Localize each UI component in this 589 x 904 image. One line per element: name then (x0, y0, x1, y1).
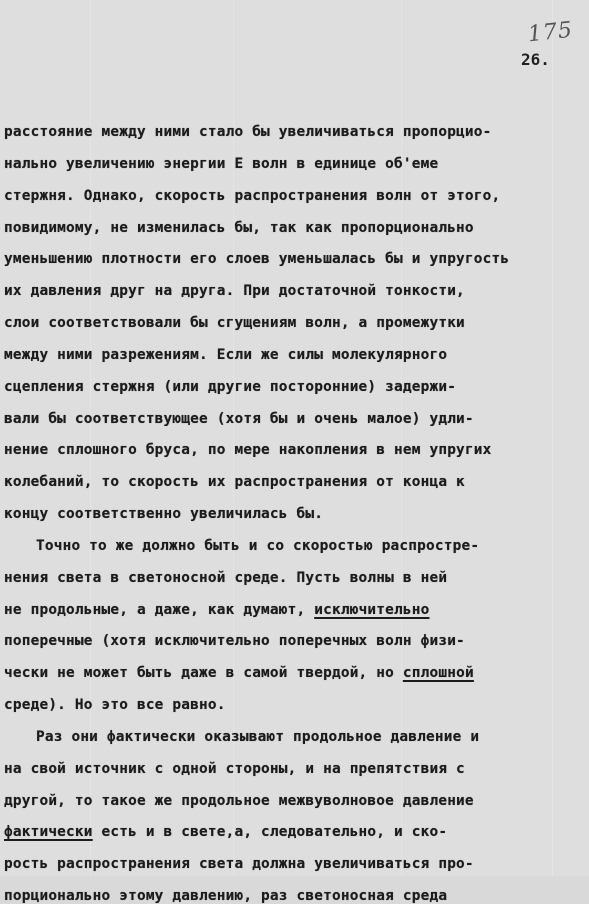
text-line: порционально этому давлению, раз светоносная среда (4, 888, 448, 904)
text-line: поперечные (хотя исключительно поперечных волн физи- (4, 633, 465, 649)
text-line: нения света в светоносной среде. Пусть волны в ней (4, 570, 448, 586)
text-line: среде). Но это все равно. (4, 697, 226, 713)
text-line: слои соответствовали бы сгущениям волн, а промежутки (4, 315, 465, 331)
text-line: колебаний, то скорость их распространения от конца к (4, 474, 465, 490)
text-line: Точно то же должно быть и со скоростью распростре- (36, 538, 480, 554)
page-number: 26. (521, 50, 550, 69)
text-line: рость распространения света должна увеличиваться про- (4, 856, 474, 872)
text-line: другой, то такое же продольное межвуволновое давление (4, 793, 474, 809)
text-line: фактически есть и в свете,а, следовательно, и ско- (4, 824, 448, 840)
text-line: уменьшению плотности его слоев уменьшалась бы и упругость (4, 251, 510, 267)
text-line: их давления друг на друга. При достаточной тонкости, (4, 283, 465, 299)
text-line: концу соответственно увеличилась бы. (4, 506, 324, 522)
underlined-word: исключительно (314, 602, 430, 618)
text-line: стержня. Однако, скорость распространения волн от этого, (4, 188, 501, 204)
text-line: повидимому, не изменилась бы, так как пропорционально (4, 220, 474, 236)
text-line: нение сплошного бруса, по мере накопления в нем упругих (4, 442, 492, 458)
text-line: расстояние между ними стало бы увеличиваться пропорцио- (4, 124, 492, 140)
text-line: Раз они фактически оказывают продольное давление и (36, 729, 480, 745)
archive-folio-number: 175 (526, 17, 575, 48)
text-line: между ними разрежениям. Если же силы молекулярного (4, 347, 448, 363)
underlined-word: сплошной (402, 665, 474, 681)
text-line: вали бы соответствующее (хотя бы и очень малое) удли- (4, 411, 474, 427)
text-line: сцепления стержня (или другие посторонние) задержи- (4, 379, 457, 395)
text-line: чески не может быть даже в самой твердой, но сплошной (4, 665, 474, 681)
text-line: не продольные, а даже, как думают, исключительно (4, 602, 430, 618)
underlined-word: фактически (4, 824, 93, 840)
text-line: нально увеличению энергии Е волн в единице об'еме (4, 156, 439, 172)
text-line: на свой источник с одной стороны, и на препятствия с (4, 761, 465, 777)
